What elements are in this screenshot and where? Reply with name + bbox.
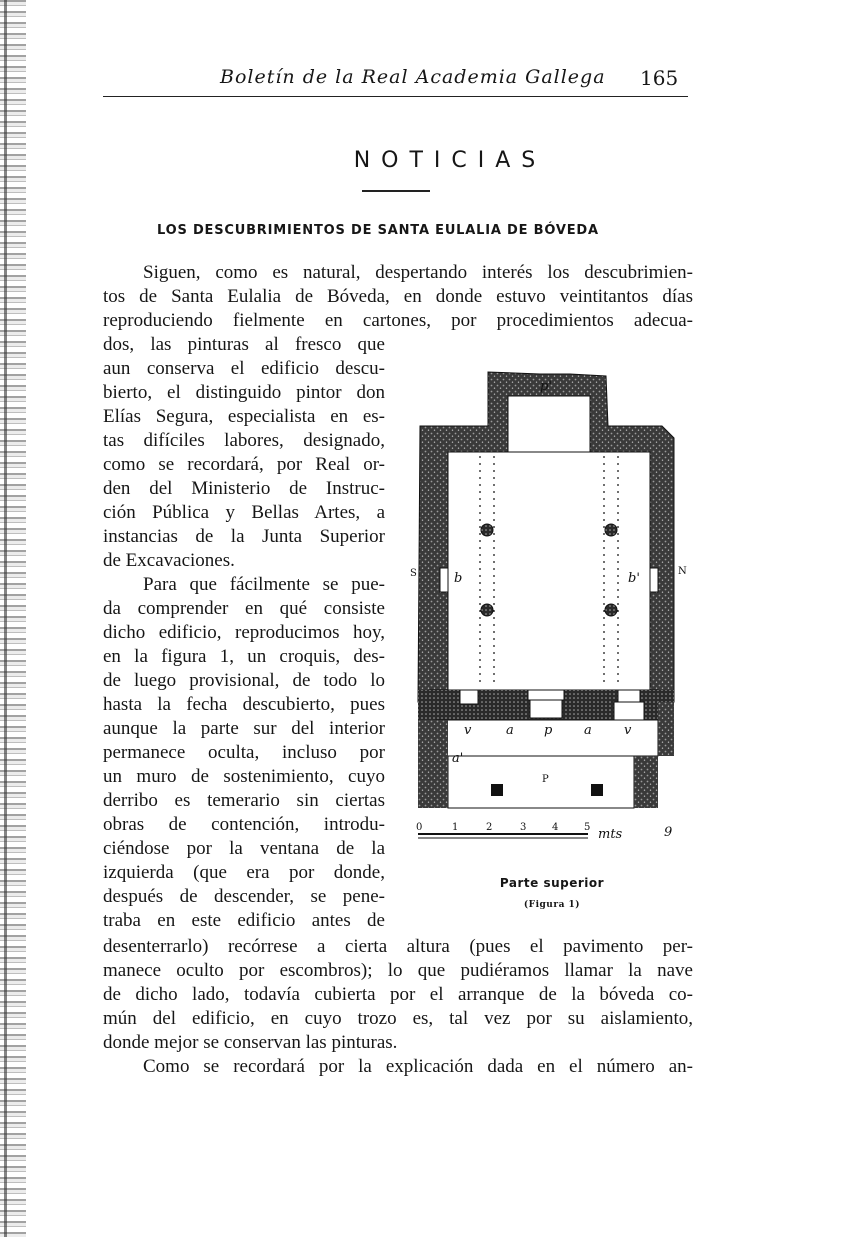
main-nave: [448, 452, 650, 690]
label-south: S: [410, 568, 417, 579]
label-a-left: a: [506, 723, 514, 738]
body-line: instancias de la Junta Superior: [103, 526, 385, 547]
label-v-left: v: [464, 723, 472, 738]
body-line: como se recordará, por Real or-: [103, 454, 385, 475]
lower-room: [448, 756, 634, 808]
body-line: den del Ministerio de Instruc-: [103, 478, 385, 499]
floor-plan-figure: [400, 360, 690, 880]
base-block: [460, 690, 478, 704]
body-line: aunque la parte sur del interior: [103, 718, 385, 739]
label-top-room: p': [540, 379, 552, 394]
body-line: dicho edificio, reproducimos hoy,: [103, 622, 385, 643]
pier: [491, 784, 503, 796]
caption-reference: (Figura 1): [523, 900, 581, 910]
label-left-wall: b: [454, 571, 463, 586]
label-right-wall: b': [628, 571, 640, 586]
scan-binding-edge: [4, 0, 7, 1237]
title-rule: [362, 190, 430, 192]
running-title: Boletín de la Real Academia Gallega: [220, 66, 606, 88]
body-line: da comprender en qué consiste: [103, 598, 385, 619]
scale-tick-4: 4: [552, 822, 559, 833]
body-line: bierto, el distinguido pintor don: [103, 382, 385, 403]
scale-tick-0: 0: [416, 822, 423, 833]
body-line: traba en este edificio antes de: [103, 910, 385, 931]
column-base: [481, 604, 493, 616]
body-line: Como se recordará por la explicación dada en el número an-: [143, 1056, 693, 1077]
body-line: izquierda (que era por donde,: [103, 862, 385, 883]
body-line: desenterrarlo) recórrese a cierta altura (pues el pavimento per-: [103, 936, 693, 957]
top-chamber: [508, 396, 590, 452]
column-base: [605, 524, 617, 536]
body-line: permanece oculta, incluso por: [103, 742, 385, 763]
scale-unit: mts: [598, 827, 623, 842]
scale-tick-5: 5: [584, 822, 591, 833]
label-a-right: a: [584, 723, 592, 738]
body-line: mún del edificio, en cuyo trozo es, tal vez por su aislamiento,: [103, 1008, 693, 1029]
scale-tick-1: 1: [452, 822, 459, 833]
body-line: donde mejor se conservan las pinturas.: [103, 1032, 398, 1053]
body-line: aun conserva el edificio descu-: [103, 358, 385, 379]
scale-end-mark: 9: [664, 825, 673, 840]
body-line: derribo es temerario sin ciertas: [103, 790, 385, 811]
pier: [591, 784, 603, 796]
label-a-prime: a': [452, 751, 464, 766]
body-line: de luego provisional, de todo lo: [103, 670, 385, 691]
scale-tick-2: 2: [486, 822, 493, 833]
section-title: NOTICIAS: [353, 148, 547, 173]
header-rule: [103, 96, 688, 97]
body-line: ción Pública y Bellas Artes, a: [103, 502, 385, 523]
column-base: [481, 524, 493, 536]
label-lower-p: P: [542, 774, 549, 785]
body-line: tas difíciles labores, designado,: [103, 430, 385, 451]
body-line: Elías Segura, especialista en es-: [103, 406, 385, 427]
base-block: [530, 700, 562, 718]
base-block: [618, 690, 640, 702]
body-line: ciéndose por la ventana de la: [103, 838, 385, 859]
scale-tick-3: 3: [520, 822, 527, 833]
label-p-center: p: [544, 723, 553, 738]
body-line: de dicho lado, todavía cubierta por el arranque de la bóveda co-: [103, 984, 693, 1005]
body-line: reproduciendo fielmente en cartones, por procedimientos adecua-: [103, 310, 693, 331]
label-north: N: [678, 566, 687, 577]
body-line: obras de contención, introdu-: [103, 814, 385, 835]
body-line: un muro de sostenimiento, cuyo: [103, 766, 385, 787]
body-line: Para que fácilmente se pue-: [143, 574, 385, 595]
body-line: tos de Santa Eulalia de Bóveda, en donde estuvo veintitantos días: [103, 286, 693, 307]
base-block: [614, 702, 644, 720]
article-subtitle: LOS DESCUBRIMIENTOS DE SANTA EULALIA DE BÓVEDA: [157, 223, 599, 238]
base-block: [528, 690, 564, 700]
lower-right-wall-top: [658, 702, 674, 756]
body-line: después de descender, se pene-: [103, 886, 385, 907]
body-line: en la figura 1, un croquis, des-: [103, 646, 385, 667]
body-line: Siguen, como es natural, despertando interés los descubrimien-: [143, 262, 693, 283]
column-base: [605, 604, 617, 616]
label-v-right: v: [624, 723, 632, 738]
lower-left-wall: [418, 720, 448, 808]
page-number: 165: [640, 66, 679, 90]
lower-right-wall: [634, 756, 658, 808]
body-line: de Excavaciones.: [103, 550, 235, 571]
body-line: manece oculto por escombros); lo que pudiéramos llamar la nave: [103, 960, 693, 981]
body-line: hasta la fecha descubierto, pues: [103, 694, 385, 715]
right-window: [650, 568, 658, 592]
body-line: dos, las pinturas al fresco que: [103, 334, 385, 355]
left-window: [440, 568, 448, 592]
caption-title: Parte superior: [499, 876, 605, 890]
